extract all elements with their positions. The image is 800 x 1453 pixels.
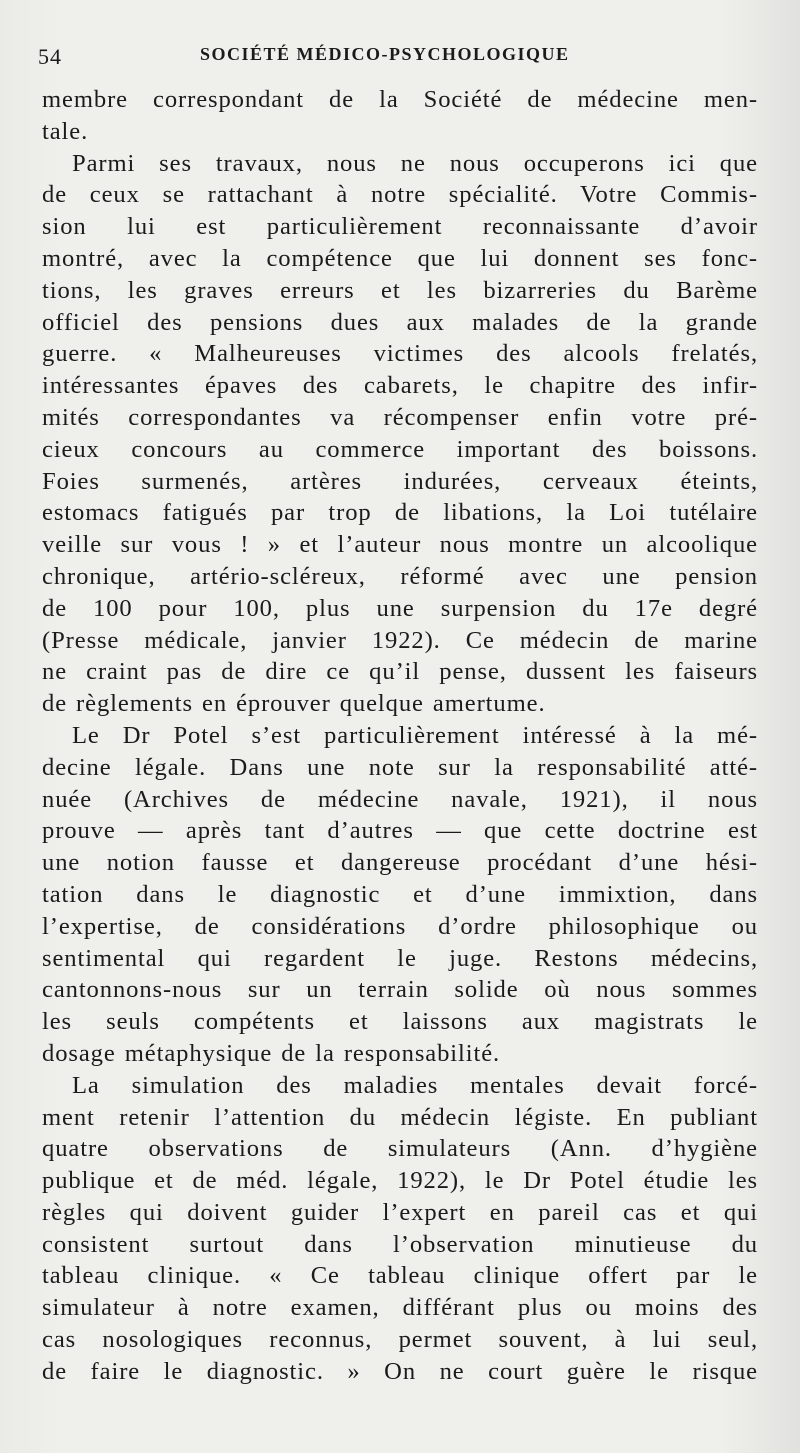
text-line: veille sur vous ! » et l’auteur nous montre un alcoolique [42, 531, 758, 559]
text-line: tale. [42, 117, 89, 145]
text-line: intéressantes épaves des cabarets, le chapitre des infir- [42, 372, 758, 400]
text-line: La simulation des maladies mentales devait forcé- [72, 1071, 758, 1099]
page-header [38, 36, 760, 70]
text-line: tation dans le diagnostic et d’une immixtion, dans [42, 880, 758, 908]
text-line: les seuls compétents et laissons aux magistrats le [42, 1008, 758, 1036]
text-line: decine légale. Dans une note sur la responsabilité atté- [42, 753, 758, 781]
text-line: l’expertise, de considérations d’ordre philosophique ou [42, 912, 758, 940]
text-line: ment retenir l’attention du médecin légiste. En publiant [42, 1103, 758, 1131]
text-line: consistent surtout dans l’observation minutieuse du [42, 1230, 758, 1258]
body-text [42, 84, 758, 1388]
text-line: de 100 pour 100, plus une surpension du 17e degré [42, 594, 758, 622]
text-line: publique et de méd. légale, 1922), le Dr Potel étudie les [42, 1167, 758, 1195]
text-line: une notion fausse et dangereuse procédant d’une hési- [42, 849, 758, 877]
page-number: 54 [38, 44, 62, 69]
text-line: officiel des pensions dues aux malades de la grande [42, 308, 758, 336]
text-line: estomacs fatigués par trop de libations, la Loi tutélaire [42, 499, 758, 527]
text-line: chronique, artério-scléreux, réformé avec une pension [42, 562, 758, 590]
text-line: sion lui est particulièrement reconnaissante d’avoir [42, 213, 758, 241]
text-line: dosage métaphysique de la responsabilité. [42, 1039, 501, 1067]
text-line: cantonnons-nous sur un terrain solide où nous sommes [42, 976, 758, 1004]
text-line: tableau clinique. « Ce tableau clinique offert par le [42, 1262, 758, 1290]
text-line: cas nosologiques reconnus, permet souvent, à lui seul, [42, 1326, 758, 1354]
text-line: règles qui doivent guider l’expert en pareil cas et qui [42, 1198, 758, 1226]
text-line: (Presse médicale, janvier 1922). Ce médecin de marine [42, 626, 758, 654]
running-head: SOCIÉTÉ MÉDICO-PSYCHOLOGIQUE [200, 44, 570, 64]
text-line: mités correspondantes va récompenser enfin votre pré- [42, 403, 758, 431]
text-line: quatre observations de simulateurs (Ann. d’hygiène [42, 1135, 758, 1163]
text-line: de règlements en éprouver quelque amertume. [42, 690, 546, 718]
text-line: guerre. « Malheureuses victimes des alcools frelatés, [42, 340, 758, 368]
text-line: Foies surmenés, artères indurées, cerveaux éteints, [42, 467, 758, 495]
text-line: membre correspondant de la Société de médecine men- [42, 86, 758, 113]
text-line: Parmi ses travaux, nous ne nous occuperons ici que [72, 149, 758, 177]
text-line: de faire le diagnostic. » On ne court guère le risque [42, 1357, 758, 1385]
text-line: cieux concours au commerce important des boissons. [42, 435, 758, 463]
text-line: montré, avec la compétence que lui donnent ses fonc- [42, 244, 758, 272]
text-line: prouve — après tant d’autres — que cette doctrine est [42, 817, 758, 845]
text-line: ne craint pas de dire ce qu’il pense, dussent les faiseurs [42, 658, 758, 686]
text-line: nuée (Archives de médecine navale, 1921), il nous [42, 785, 758, 813]
text-line: Le Dr Potel s’est particulièrement intéressé à la mé- [72, 721, 758, 749]
text-line: sentimental qui regardent le juge. Restons médecins, [42, 944, 758, 972]
text-line: tions, les graves erreurs et les bizarreries du Barème [42, 276, 758, 304]
text-line: simulateur à notre examen, différant plus ou moins des [42, 1294, 758, 1322]
text-line: de ceux se rattachant à notre spécialité. Votre Commis- [42, 181, 758, 209]
